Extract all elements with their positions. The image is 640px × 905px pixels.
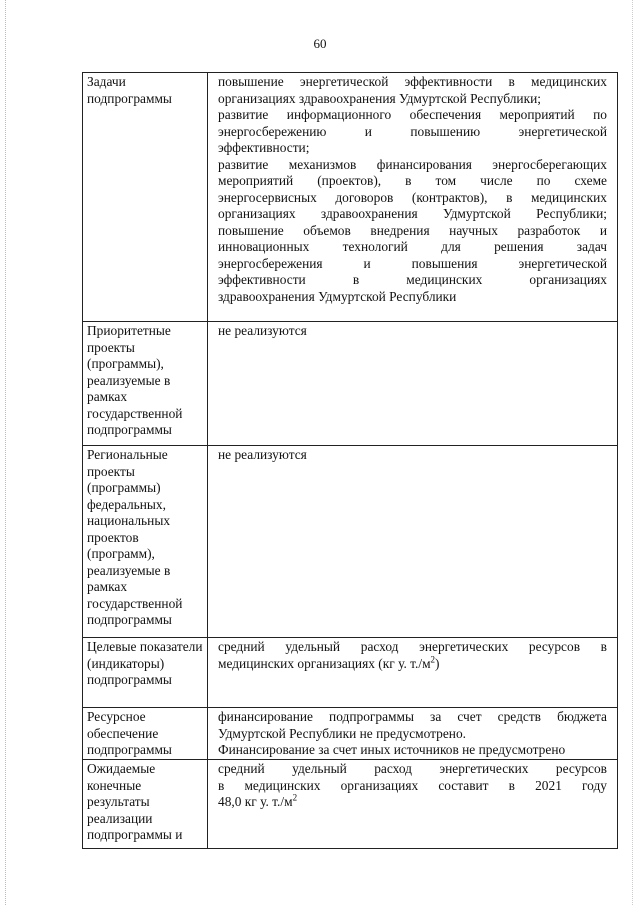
text-line: развитие информационного обеспечения мероприятий по xyxy=(218,107,607,122)
row-label-expected-results: Ожидаемые конечные результаты реализации подпрограммы и xyxy=(83,760,208,849)
text-line: здравоохранения Удмуртской Республики xyxy=(218,288,457,304)
text-line: организациях здравоохранения Удмуртской Республики; xyxy=(218,90,541,106)
text-line: средний удельный расход энергетических ресурсов xyxy=(218,761,607,776)
text-line: в медицинских организациях составит в 2021 году xyxy=(218,777,607,793)
row-content-expected-results xyxy=(208,760,618,849)
table-row xyxy=(83,322,618,446)
text-line: эффективности в медицинских организациях xyxy=(218,272,607,287)
row-label-resource-support: Ресурсное обеспечение подпрограммы xyxy=(83,708,208,760)
text-line: повышение энергетической эффективности в медицинских xyxy=(218,74,607,89)
table-row xyxy=(83,73,618,322)
text-line: повышение объемов внедрения научных разработок и xyxy=(218,222,607,238)
text-line: финансирование подпрограммы за счет средств бюджета xyxy=(218,709,607,724)
text-line: организациях здравоохранения Удмуртской Республики; xyxy=(218,206,607,221)
row-label-tasks: Задачи подпрограммы xyxy=(83,73,208,322)
text-line: энергосбережению и повышению энергетической xyxy=(218,123,607,139)
table-row xyxy=(83,760,618,849)
text-line xyxy=(218,794,607,811)
row-content-target-indicators xyxy=(208,638,618,708)
text-line xyxy=(218,656,607,673)
text-line: эффективности; xyxy=(218,140,310,155)
text-line: Финансирование за счет иных источников не предусмотрено xyxy=(218,742,566,757)
table-row xyxy=(83,446,618,638)
text-line: развитие механизмов финансирования энергосберегающих xyxy=(218,156,607,172)
scan-edge-left xyxy=(5,0,7,905)
text-fragment: 48,0 кг у. т./м xyxy=(218,794,293,809)
text-fragment: медицинских организациях (кг у. т./м xyxy=(218,655,431,671)
row-content-priority-projects xyxy=(208,322,618,446)
text-line: Удмуртской Республики не предусмотрено. xyxy=(218,725,467,741)
row-label-regional-projects: Региональные проекты (программы) федеральных, национальных проектов (программ), реализуемые в рамках государственной подпрограммы xyxy=(83,446,208,638)
text-line: не реализуются xyxy=(218,447,307,462)
text-line: энергосбережения и повышения энергетической xyxy=(218,255,607,271)
text-line: энергосервисных договоров (контрактов), в медицинских xyxy=(218,189,607,205)
table-row xyxy=(83,708,618,760)
row-label-priority-projects: Приоритетные проекты (программы), реализуемые в рамках государственной подпрограммы xyxy=(83,322,208,446)
superscript: 2 xyxy=(292,792,298,803)
text-line: мероприятий (проектов), в том числе по схеме xyxy=(218,173,607,188)
row-content-resource-support xyxy=(208,708,618,760)
text-fragment: ) xyxy=(435,655,440,671)
subprogram-passport-table xyxy=(82,72,618,849)
scan-edge-right xyxy=(632,0,634,905)
text-line: средний удельный расход энергетических ресурсов в xyxy=(218,639,607,654)
row-content-regional-projects xyxy=(208,446,618,638)
row-content-tasks xyxy=(208,73,618,322)
row-label-target-indicators: Целевые показатели (индикаторы) подпрограммы xyxy=(83,638,208,708)
text-line: не реализуются xyxy=(218,323,307,338)
text-line: инновационных технологий для решения задач xyxy=(218,239,607,254)
table-row xyxy=(83,638,618,708)
page-number: 60 xyxy=(313,36,327,51)
superscript: 2 xyxy=(430,654,436,665)
